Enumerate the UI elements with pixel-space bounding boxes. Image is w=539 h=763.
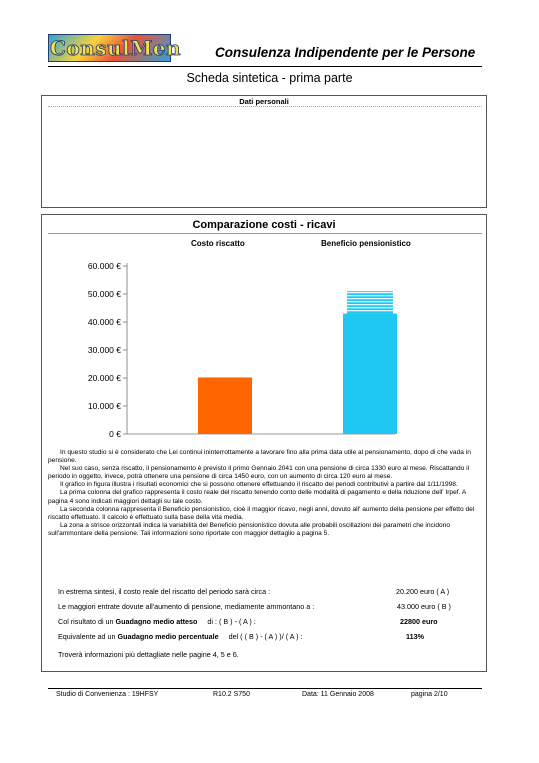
logo: ConsulMen [50,36,182,60]
paragraph: La prima colonna del grafico rappresenta il costo reale del riscatto tenendo conto delle modalità di pagamento e della riduzione dell' Irpef. A pagina 4 sono indicati maggiori dettagli su tale costo. [48,489,466,505]
summary-income-value: 43.000 euro ( B ) [397,602,451,611]
explanation-text [48,449,481,538]
chart-title: Comparazione costi - ricavi [192,219,336,231]
category-label-cost: Costo riscatto [191,239,245,248]
paragraph: La zona a strisce orizzontali indica la variabilità del Beneficio pensionistico dovuta alle probabili oscillazioni dei parametri che incidono sull'ammontare della pensione. Tali informazioni sono riportate con maggior dettaglio a pagina 5. [48,521,450,537]
footer-divider [48,688,482,689]
paragraph: In questo studio si è considerato che Lei continui ininterrottamente a lavorare fino alla prima data utile al pensionamento, dopo di che vada in pensione. [48,449,471,465]
y-tick-label: 40.000 € [87,317,121,327]
bar-benefit [343,314,397,434]
summary-percent-formula: del ( ( B ) - ( A ) )/ ( A ) : [228,632,303,641]
bar-chart [75,258,415,440]
paragraph: Il grafico in figura illustra i risultati economici che si possono ottenere effettuando il riscatto dei periodi contributivi a partire dal 1/11/1998. [60,481,458,489]
footer-study: Studio di Convenienza : 19HFSY [56,691,159,698]
summary-gain-bold: Guadagno medio atteso [115,617,198,626]
page-subtitle: Scheda sintetica - prima parte [186,71,353,85]
summary-percent-bold: Guadagno medio percentuale [117,632,219,641]
summary-cost-value: 20.200 euro ( A ) [396,587,450,596]
header-divider [48,66,482,67]
y-tick-label: 20.000 € [87,373,121,383]
y-tick-label: 60.000 € [87,261,121,271]
personal-data-rule [48,106,482,107]
summary-income-label: Le maggiori entrate dovute all'aumento di pensione, mediamente ammontano a : [58,602,315,611]
paragraph: La seconda colonna rappresenta il Beneficio pensionistico, cioè il maggior ricavo, negli anni, dovuto all' aumento della pensione per effetto del riscatto effettuato. Il calcolo è effettuato sulla base della vita media. [48,505,475,521]
summary-more-info: Troverà informazioni più dettagliate nelle pagine 4, 5 e 6. [58,650,239,659]
summary-gain-label [58,617,256,626]
summary-gain-value: 22800 euro [400,617,438,626]
paragraph: Nel suo caso, senza riscatto, il pensionamento è previsto il primo Gennaio 2041 con una pensione di circa 1330 euro al mese. Riscattando il periodo in oggetto, invece, potrà ottenere una pensione di circa 1450 euro, con un aumento di circa 120 euro al mese. [48,465,470,481]
variability-band [347,291,393,313]
summary-percent-prefix: Equivalente ad un [58,632,116,641]
y-tick-label: 50.000 € [87,289,121,299]
page-header-title: Consulenza Indipendente per le Persone [215,45,476,60]
category-label-benefit: Beneficio pensionistico [321,239,411,248]
y-tick-label: 30.000 € [87,345,121,355]
footer-page: pagina 2/10 [411,691,448,698]
chart-title-rule [48,233,482,234]
footer-date: Data: 11 Gennaio 2008 [302,691,374,698]
summary-percent-label [58,632,302,641]
summary-percent-value: 113% [406,632,424,641]
bar-cost [198,377,252,434]
personal-data-title: Dati personali [239,97,289,106]
personal-data-box [41,95,487,208]
summary-gain-formula: di : ( B ) - ( A ) : [207,617,256,626]
summary-cost-label: In estrema sintesi, il costo reale del riscatto del periodo sarà circa : [58,587,271,596]
y-tick-label: 0 € [109,429,121,439]
footer-version: R10.2 S750 [213,691,250,698]
summary-gain-prefix: Col risultato di un [58,617,114,626]
y-tick-label: 10.000 € [87,401,121,411]
